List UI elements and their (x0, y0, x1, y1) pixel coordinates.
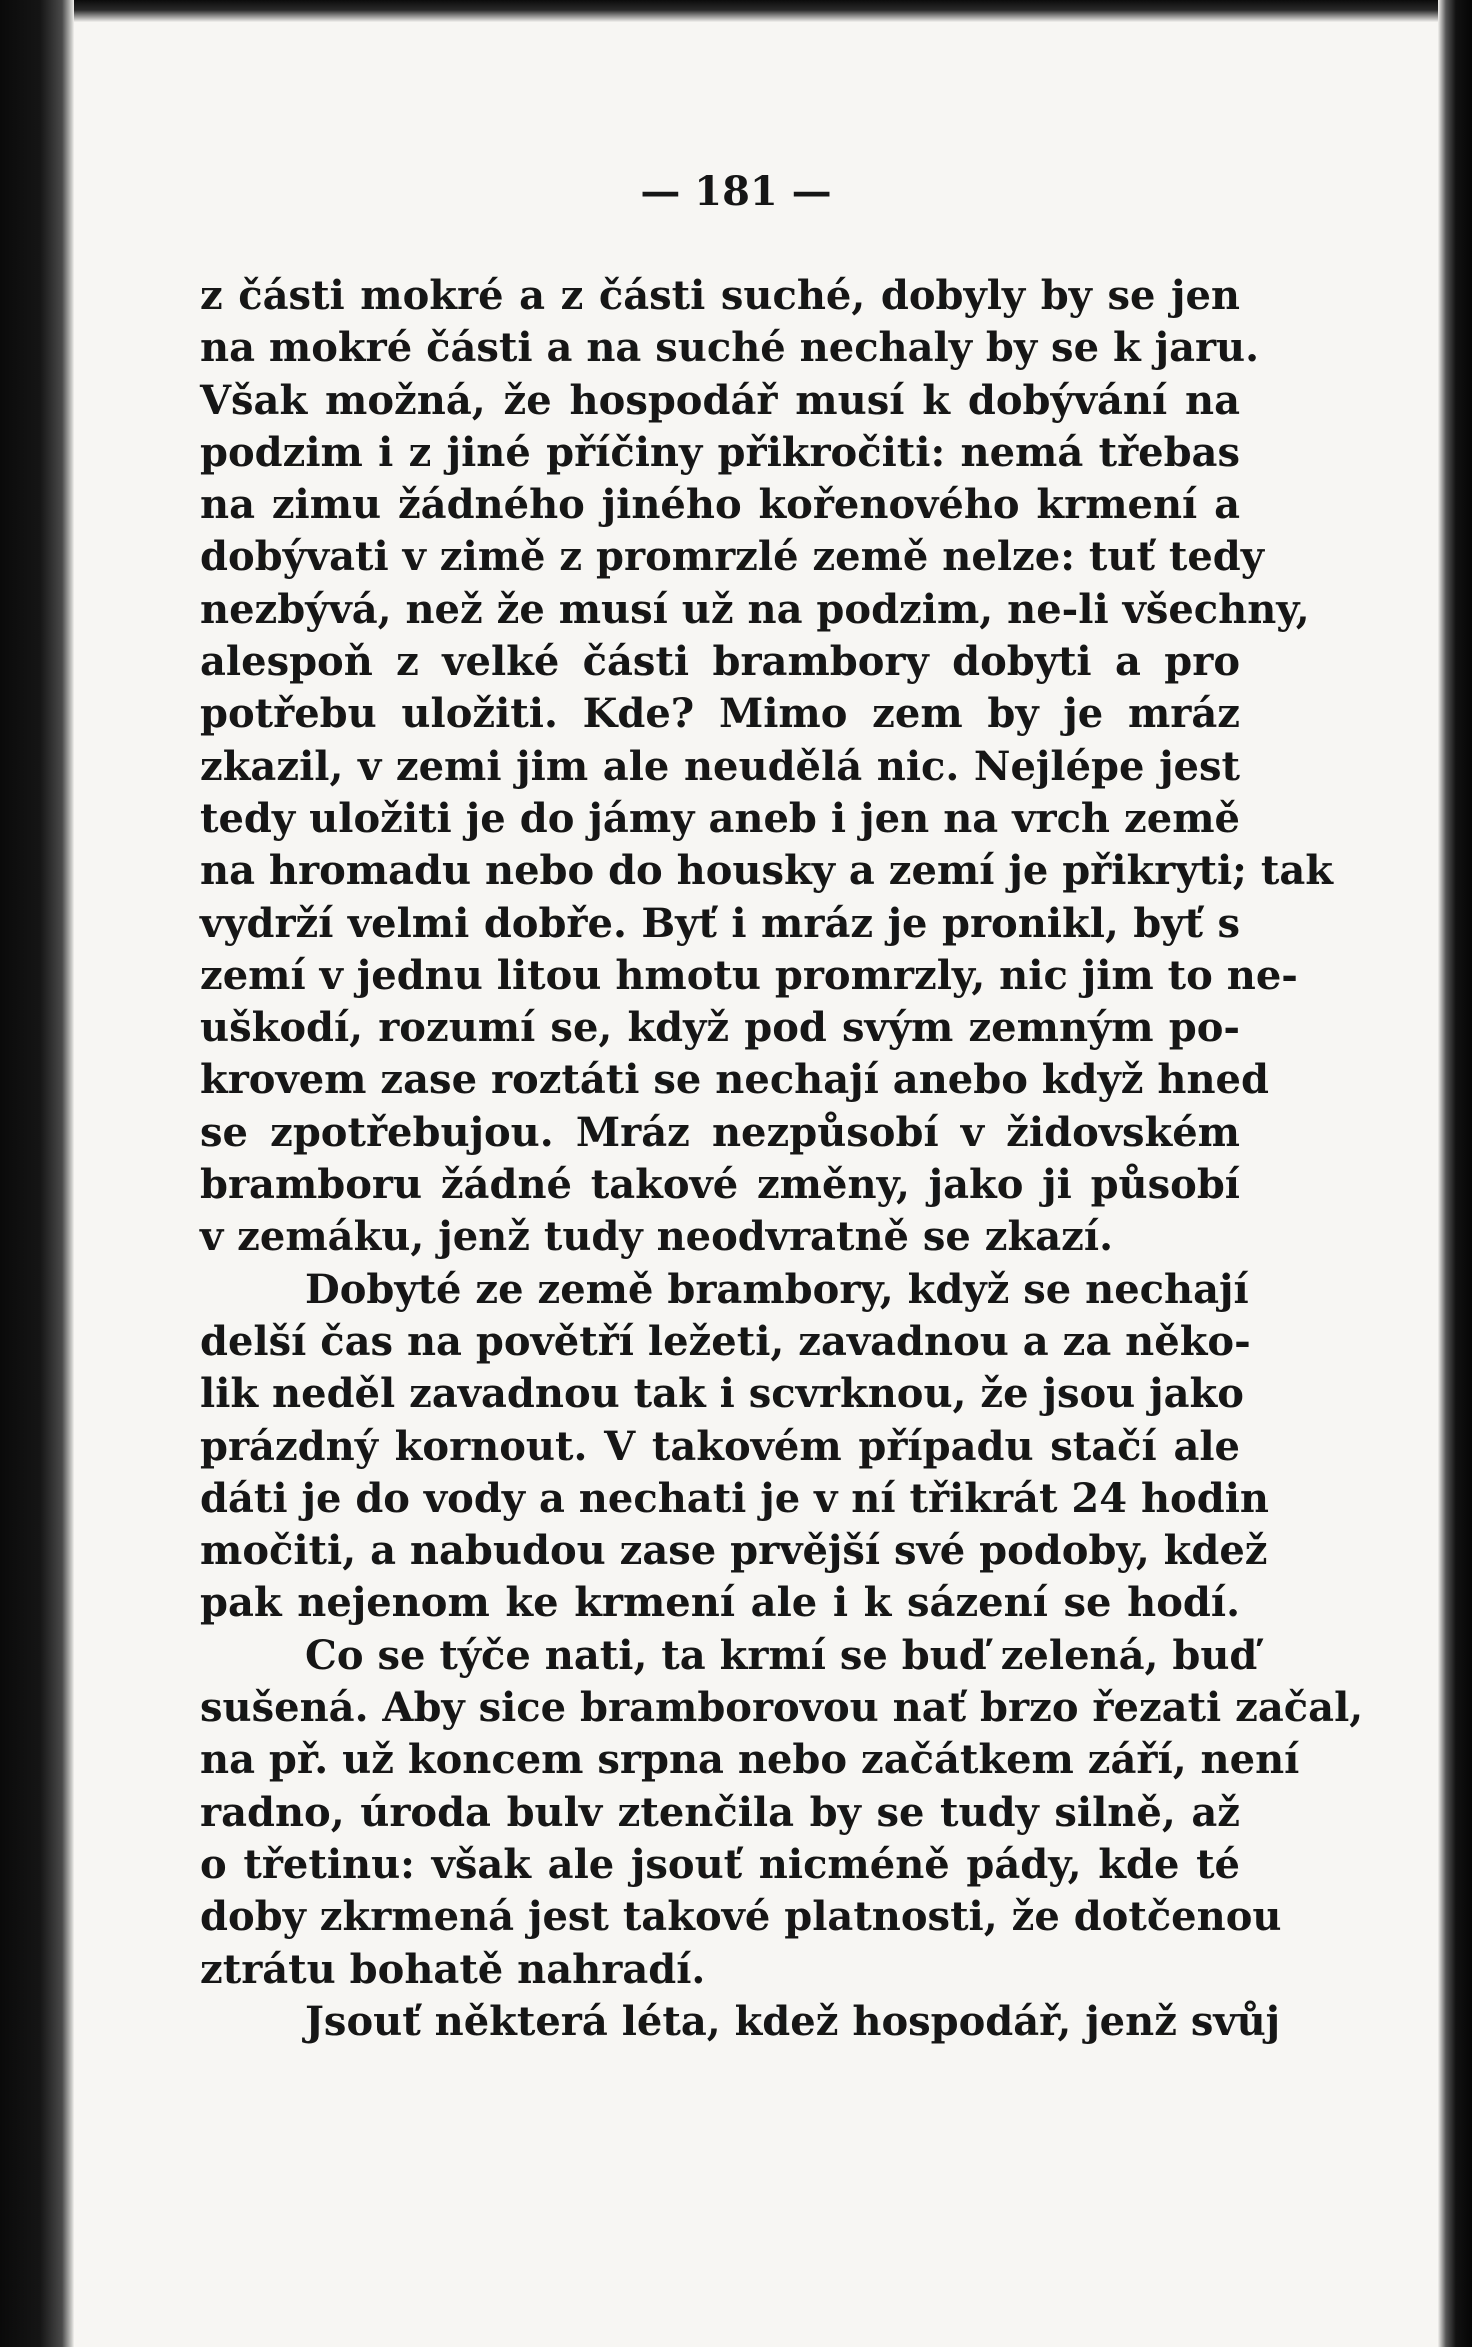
text-line: sušená. Aby sice bramborovou nať brzo řezati začal, (200, 1684, 1364, 1732)
text-line: bramboru žádné takové změny, jako ji působí (200, 1161, 1240, 1209)
text-line: Dobyté ze země brambory, když se nechají (305, 1265, 1249, 1313)
text-line: na př. už koncem srpna nebo začátkem září, není (200, 1736, 1300, 1784)
text-line: pak nejenom ke krmení ale i k sázení se hodí. (200, 1579, 1240, 1627)
page-number: — 181 — (640, 168, 832, 215)
text-line: dobývati v zimě z promrzlé země nelze: tuť tedy (200, 533, 1264, 581)
text-line: zkazil, v zemi jim ale neudělá nic. Nejlépe jest (200, 742, 1240, 790)
text-line: na zimu žádného jiného kořenového krmení a (200, 481, 1240, 529)
text-line: dáti je do vody a nechati je v ní třikrát 24 hodin (200, 1474, 1269, 1522)
text-line: o třetinu: však ale jsouť nicméně pády, kde té (200, 1840, 1240, 1888)
text-line: doby zkrmená jest takové platnosti, že dotčenou (200, 1893, 1282, 1941)
text-line: prázdný kornout. V takovém případu stačí ale (200, 1422, 1240, 1470)
text-line: potřebu uložiti. Kde? Mimo zem by je mráz (200, 690, 1240, 738)
text-line: podzim i z jiné příčiny přikročiti: nemá třebas (200, 428, 1240, 476)
text-line: delší čas na povětří ležeti, zavadnou a za něko- (200, 1317, 1251, 1365)
text-line: tedy uložiti je do jámy aneb i jen na vrch země (200, 794, 1240, 842)
body-text (200, 270, 1364, 2048)
text-line: krovem zase roztáti se nechají anebo když hned (200, 1056, 1269, 1104)
text-line: na hromadu nebo do housky a zemí je přikryti; tak (200, 847, 1333, 895)
text-line: v zemáku, jenž tudy neodvratně se zkazí. (200, 1213, 1113, 1261)
text-line: Co se týče nati, ta krmí se buď zelená, buď (305, 1631, 1258, 1679)
text-line: z části mokré a z části suché, dobyly by se jen (200, 272, 1240, 319)
text-line: nezbývá, než že musí už na podzim, ne-li všechny, (200, 585, 1310, 633)
text-line: vydrží velmi dobře. Byť i mráz je pronikl, byť s (200, 899, 1240, 947)
scan-edge-right (1438, 0, 1472, 2347)
text-line: lik neděl zavadnou tak i scvrknou, že jsou jako (200, 1370, 1244, 1418)
text-line: na mokré části a na suché nechaly by se k jaru. (200, 324, 1260, 372)
text-line: zemí v jednu litou hmotu promrzly, nic jim to ne- (200, 951, 1298, 999)
scan-edge-left (0, 0, 74, 2347)
text-line: alespoň z velké části brambory dobyti a pro (200, 638, 1240, 686)
scan-edge-top (0, 0, 1472, 22)
text-line: se zpotřebujou. Mráz nezpůsobí v židovském (200, 1108, 1240, 1156)
text-line: radno, úroda bulv ztenčila by se tudy silně, až (200, 1788, 1240, 1836)
text-line: Však možná, že hospodář musí k dobývání na (200, 376, 1240, 424)
text-line: Jsouť některá léta, kdež hospodář, jenž svůj (305, 1997, 1281, 2045)
text-line: uškodí, rozumí se, když pod svým zemným po- (200, 1004, 1240, 1052)
text-line: močiti, a nabudou zase prvější své podoby, kdež (200, 1527, 1268, 1575)
text-line: ztrátu bohatě nahradí. (200, 1945, 706, 1993)
